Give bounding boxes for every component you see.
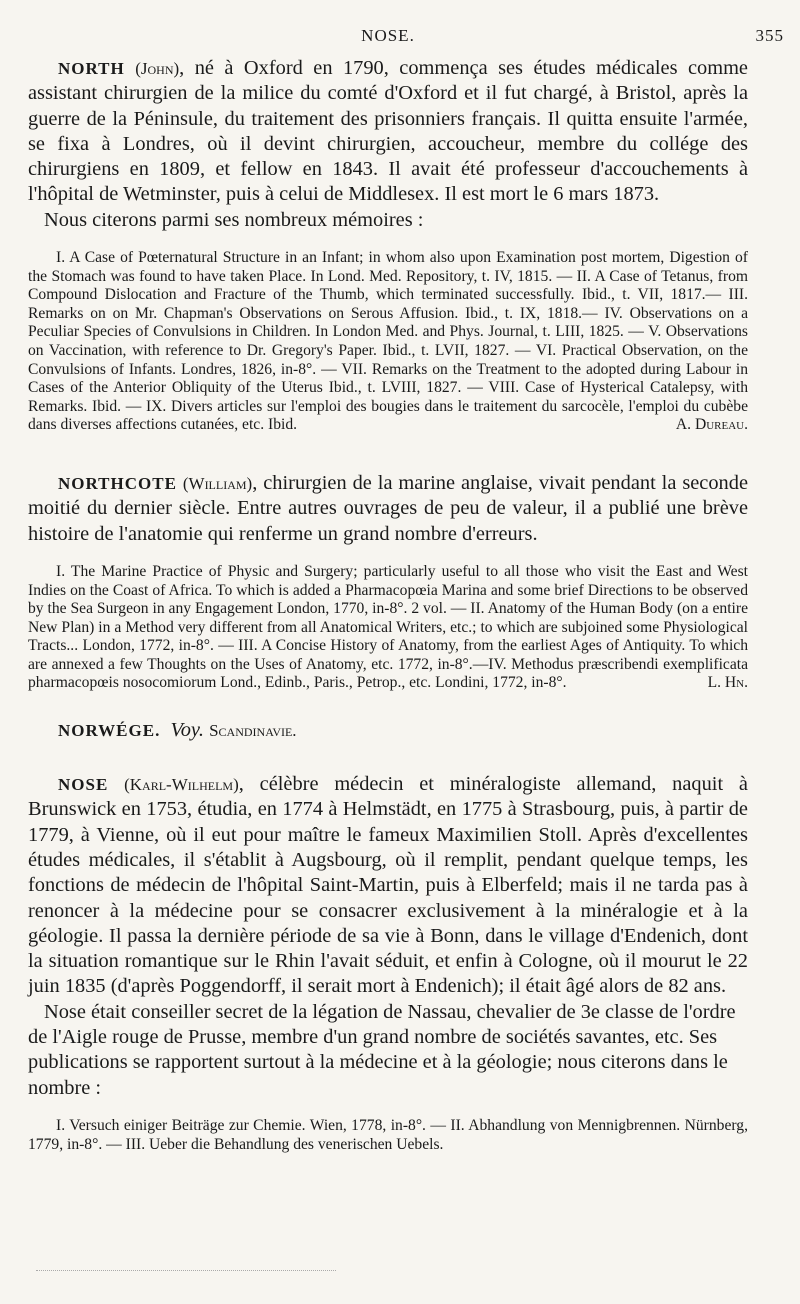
entry-bibliography xyxy=(28,563,748,693)
author-signature: L. Hn. xyxy=(707,674,748,692)
author-signature: A. Dureau. xyxy=(675,416,748,434)
bibliography-text: I. A Case of Pœternatural Structure in an Infant; in whom also upon Examination post mortem, Digestion of the Stomach was found to have taken Place. In Lond. Med. Repository, t. IV, 1815. — II. A Case of Tetanus, from Compound Dislocation and Fracture of the Thumb, which terminated successfully. Ibid., t. VII, 1817.— III. Remarks on on Mr. Chapman's Observations on Serous Affusion. Ibid., t. IX, 1818.— IV. Observations on a Peculiar Species of Convulsions in Children. In London Med. and Phys. Journal, t. LIII, 1825. — V. Observations on Vaccination, with reference to Dr. Gregory's Paper. Ibid., t. LVII, 1827. — VI. Practical Observation, on the Convulsions of Infants. Londres, 1826, in-8°. — VII. Remarks on the Treatment to the adopted during Labour in Cases of the Anterior Obliquity of the Uterus Ibid., t. LVIII, 1827. — VIII. Case of Hysterical Catalepsy, with Remarks. Ibid. — IX. Divers articles sur l'emploi des bougies dans le traitement du sarcocèle, l'emploi du cubèbe dans diverses affections cutanées, etc. Ibid. xyxy=(28,249,748,434)
see-target-link: Scandinavie. xyxy=(209,721,297,741)
entry-body xyxy=(28,56,748,208)
entry-body xyxy=(28,471,748,547)
entry-headword: NORTHCOTE xyxy=(58,474,177,494)
entry-headword: NOSE xyxy=(58,775,109,795)
entry-name: (John) xyxy=(135,59,180,78)
running-head xyxy=(28,22,784,52)
entry-northcote xyxy=(28,471,748,693)
entry-body xyxy=(28,772,748,1000)
entry-headword: NORWÉGE. xyxy=(58,721,161,741)
entry-text: , célèbre médecin et minéralogiste allemand, naquit à Brunswick en 1753, étudia, en 1774 à Helmstädt, en 1775 à Strasbourg, puis, à partir de 1779, à Vienne, où il eut pour maître le fameux Maximilien Stoll. Après d'excellentes études médicales, il s'établit à Augsbourg, où il remplit, pendant quelque temps, les fonctions de médecin de l'hôpital Saint-Martin, puis à Elberfeld; mais il ne tarda pas à renoncer à la médecine pour se consacrer exclusivement à la minéralogie et à la géologie. Il passa la dernière période de sa vie à Bonn, dans le village d'Endenich, dont la situation romantique sur le Rhin l'avait séduit, et enfin à Cologne, où il mourut le 22 juin 1835 (d'après Poggendorff, il serait mort à Endenich); il était âgé alors de 82 ans. xyxy=(28,773,748,998)
entry-north xyxy=(28,56,748,435)
entry-name: (William) xyxy=(182,474,253,494)
entry-norwege xyxy=(28,719,748,742)
entry-text: , chirurgien de la marine anglaise, vivait pendant la seconde moitié du dernier siècle. Entre autres ouvrages de peu de valeur, il a publié une brève histoire de l'anatomie qui renferme un grand nombre d'erreurs. xyxy=(28,472,748,545)
entry-second-paragraph: Nose était conseiller secret de la légation de Nassau, chevalier de 3e classe de l'ordre de l'Aigle rouge de Prusse, membre d'un grand nombre de sociétés savantes, etc. Ses publications se rapportent surtout à la médecine et à la géologie; nous citerons dans le nombre : xyxy=(28,1000,736,1099)
running-head-title: NOSE. xyxy=(361,26,415,45)
entry-headword: NORTH xyxy=(58,59,125,78)
entry-bibliography xyxy=(28,249,748,435)
see-label: Voy. xyxy=(170,719,204,742)
bibliography-text: I. The Marine Practice of Physic and Surgery; particularly useful to all those who visit the East and West Indies on the Coast of Africa. To which is added a Pharmacopœia Marina and some brief Directions to be observed by the Sea Surgeon in any Engagement London, 1770, in-8°. 2 vol. — II. Anatomy of the Human Body (on a entire New Plan) in a Method very different from all Anatomical Writers, etc.; to which are subjoined some Physiological Tracts... London, 1772, in-8°. — III. A Concise History of Anatomy, from the earliest Ages of Antiquity. To which are annexed a few Thoughts on the Uses of Anatomy, etc. 1772, in-8°.—IV. Methodus præscribendi exemplificata pharmacopœis nosocomiorum Lond., Edinb., Paris., Petrop., etc. Londini, 1772, in-8°. xyxy=(28,562,748,692)
entry-name: (Karl-Wilhelm) xyxy=(124,775,239,795)
page-number: 355 xyxy=(755,26,784,45)
entry-bibliography: I. Versuch einiger Beiträge zur Chemie. Wien, 1778, in-8°. — II. Abhandlung von Mennigbrennen. Nürnberg, 1779, in-8°. — III. Ueber die Behandlung des venerischen Uebels. xyxy=(28,1116,748,1153)
entry-nose xyxy=(28,772,748,1154)
entry-intro-list: Nous citerons parmi ses nombreux mémoires : xyxy=(44,208,424,231)
footer-rule xyxy=(36,1270,336,1274)
entry-text: , né à Oxford en 1790, commença ses études médicales comme assistant chirurgien de la milice du comté d'Oxford et il fut chargé, à Bristol, après la guerre de la Péninsule, du traitement des prisonniers français. Il quitta ensuite l'armée, se fixa à Londres, où il devint chirurgien, accoucheur, membre du collége des chirurgiens en 1809, et fellow en 1843. Il avait été professeur d'accouchements à l'hôpital de Wetminster, puis à celui de Middlesex. Il est mort le 6 mars 1873. xyxy=(28,57,748,206)
